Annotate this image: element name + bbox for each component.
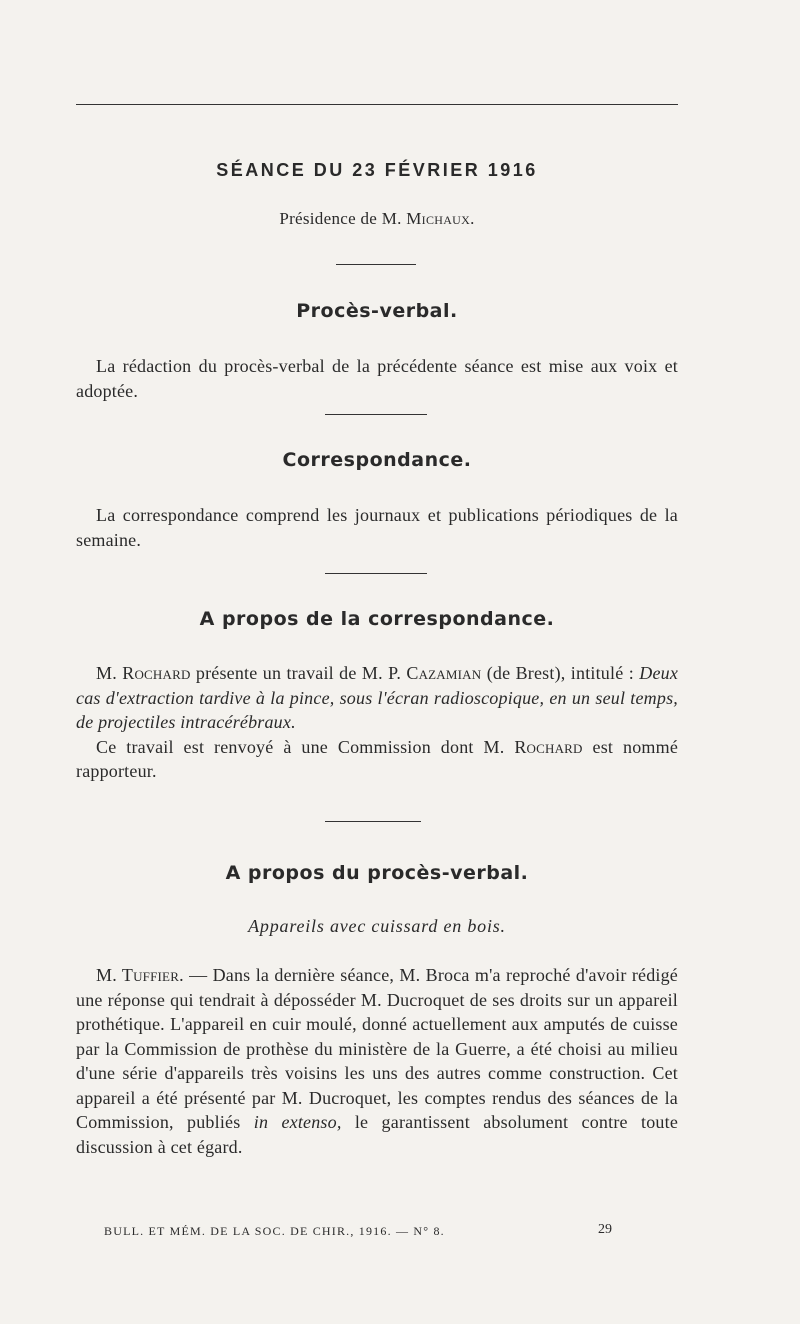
- name-rochard: Rochard: [122, 663, 191, 683]
- paragraph-correspondance: [76, 503, 678, 552]
- paragraph-apropos-correspondance: [76, 661, 678, 784]
- heading-proces-verbal: Procès-verbal.: [296, 300, 458, 322]
- text-rapporteur: est nommé rapporteur.: [76, 736, 679, 781]
- text-renvoye: Ce travail est renvoyé à une Commission dont M.: [96, 736, 505, 757]
- tuffier-text: [76, 963, 678, 1159]
- in-extenso: in extenso,: [253, 1112, 342, 1132]
- correspondance-text: La correspondance comprend les journaux et publications périodiques de la semaine.: [76, 505, 678, 550]
- text-de-brest: (de Brest), intitulé :: [486, 663, 634, 683]
- paragraph-proces-verbal: [76, 354, 678, 403]
- name-rochard-2: Rochard: [514, 736, 583, 757]
- separator-rule: [336, 264, 416, 265]
- rochard-presentation: [76, 661, 678, 735]
- page-number: 29: [598, 1222, 612, 1237]
- separator-rule: [325, 414, 427, 415]
- footer-citation: BULL. ET MÉM. DE LA SOC. DE CHIR., 1916. — N° 8.: [104, 1224, 445, 1238]
- heading-correspondance: Correspondance.: [282, 449, 472, 471]
- presidence-line: [76, 209, 678, 229]
- president-name: Michaux.: [406, 209, 475, 228]
- text-presente: présente un travail de M. P.: [195, 663, 402, 683]
- separator-rule: [325, 573, 427, 574]
- text-m: M.: [96, 663, 117, 683]
- heading-apropos-correspondance: A propos de la correspondance.: [199, 608, 555, 630]
- proces-verbal-text: La rédaction du procès-verbal de la précédente séance est mise aux voix et adoptée.: [76, 356, 678, 401]
- tuffier-text-2: le garantissent absolument contre toute discussion à cet égard.: [76, 1112, 679, 1157]
- paragraph-tuffier: [76, 963, 678, 1159]
- name-cazamian: Cazamian: [406, 663, 482, 683]
- heading-apropos-proces-verbal: A propos du procès-verbal.: [225, 862, 529, 884]
- tuffier-text-1: — Dans la dernière séance, M. Broca m'a reproché d'avoir rédigé une réponse qui tendrait à déposséder M. Ducroquet de ses droits sur un appareil prothétique. L'appareil en cuir moulé, donné actuellement aux amputés de cuisse par la Commission de prothèse du ministère de la Guerre, a été choisi au milieu d'une série d'appareils très voisins les uns des autres comme construction. Cet appareil a été présenté par M. Ducroquet, les comptes rendus des séances de la Commission, publiés: [76, 965, 678, 1132]
- top-rule: [76, 104, 678, 105]
- commission-sentence: [76, 735, 678, 784]
- presidence-prefix: Présidence de M.: [279, 209, 402, 228]
- subtitle-appareils: Appareils avec cuissard en bois.: [248, 916, 506, 936]
- work-title: Deux cas d'extraction tardive à la pince, sous l'écran radioscopique, en un seul temps, de projectiles intracérébraux.: [76, 663, 679, 732]
- speaker-tuffier: M. Tuffier.: [96, 965, 184, 985]
- seance-title: SÉANCE DU 23 FÉVRIER 1916: [216, 160, 538, 180]
- separator-rule: [325, 821, 421, 822]
